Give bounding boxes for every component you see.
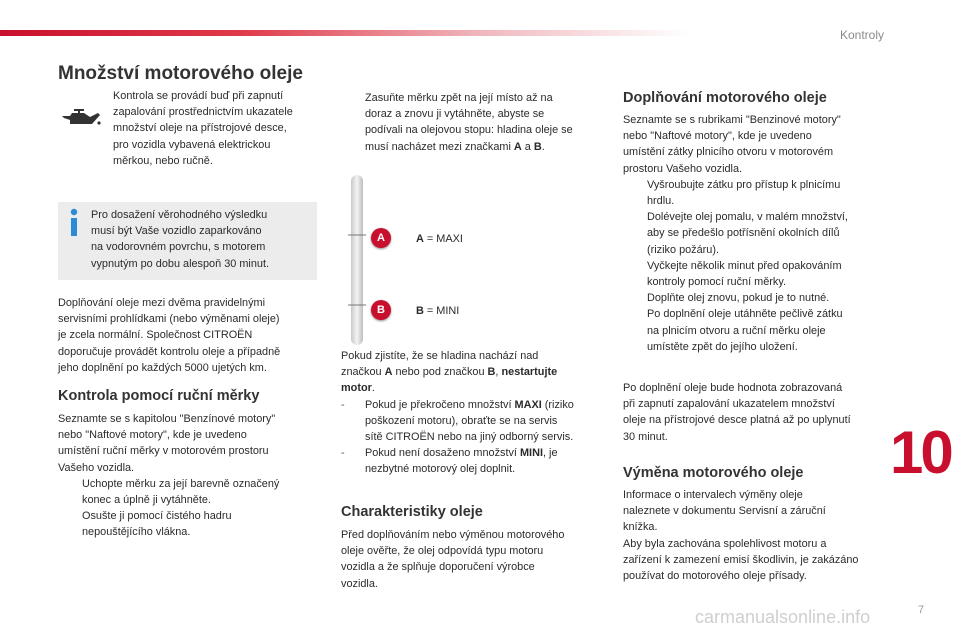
watermark[interactable]: carmanualsonline.info xyxy=(695,607,871,627)
page-number: 7 xyxy=(918,604,925,616)
intro-line: pro vozidla vybavená elektrickou xyxy=(113,138,271,151)
label-maxi: A = MAXI xyxy=(416,233,463,245)
intro-line: množství oleje na přístrojové desce, xyxy=(113,122,287,135)
bullet-icon xyxy=(341,90,365,155)
manual-line: umístění ruční měrky v motorovém prostoru xyxy=(58,445,269,458)
fill-heading: Doplňování motorového oleje xyxy=(623,90,827,106)
badge-a: A xyxy=(371,228,391,248)
after-fill-text: Po doplnění oleje bude hodnota zobrazovaná při zapnutí zapalování ukazatelem množství oleje na přístrojové desce platná až po uplynutí 30 minut. xyxy=(623,382,851,443)
info-line: na vodorovném povrchu, s motorem xyxy=(91,241,266,254)
section-title: Kontroly xyxy=(839,28,884,42)
header-bar xyxy=(0,30,690,36)
refill-paragraph xyxy=(58,295,323,376)
para-line: jeho doplnění po každých 5000 ujetých km. xyxy=(58,361,267,374)
bullet-icon xyxy=(623,177,647,209)
list-item: Uchopte měrku za její barevně označený konec a úplně ji vytáhněte. xyxy=(58,476,323,508)
list-item: Po doplnění oleje utáhněte pečlivě zátku na plnicím otvoru a ruční měrku oleje umístěte zpět do jejího uložení. xyxy=(623,306,885,355)
badge-b: B xyxy=(371,300,391,320)
level-check xyxy=(341,348,611,478)
bullet-icon xyxy=(58,476,82,508)
list-item: Zasuňte měrku zpět na její místo až na doraz a znovu ji vytáhněte, abyste se podívali na olejovou stopu: hladina oleje se musí nacházet mezi značkami A a B. xyxy=(341,90,603,155)
chapter-number: 10 xyxy=(890,419,951,486)
list-item: Vyčkejte několik minut před opakováním kontroly pomocí ruční měrky. xyxy=(623,258,885,290)
check-line: motor. xyxy=(341,382,375,395)
intro-line: měrkou, nebo ručně. xyxy=(113,154,213,167)
intro-line: Kontrola se provádí buď při zapnutí xyxy=(113,90,284,102)
info-line: Pro dosažení věrohodného výsledku xyxy=(91,209,268,221)
list-item: Osušte ji pomocí čistého hadru nepouštějícího vlákna. xyxy=(58,508,323,540)
characteristics-text: Před doplňováním nebo výměnou motorového oleje ověřte, že olej odpovídá typu motoru vozidla a že splňuje doporučení výrobce vozidla. xyxy=(341,529,565,590)
bullet-icon xyxy=(623,209,647,258)
intro-text xyxy=(113,88,323,169)
manual-line: Vašeho vozidla. xyxy=(58,461,135,474)
dipstick-step xyxy=(341,90,603,155)
intro-line: zapalování prostřednictvím ukazatele xyxy=(113,106,293,119)
info-line: vypnutým po dobu alespoň 30 minut. xyxy=(91,257,269,270)
info-text xyxy=(91,207,313,272)
page-title: Množství motorového oleje xyxy=(58,63,303,84)
manual-line: nebo "Naftové motory", kde je uvedeno xyxy=(58,429,247,442)
check-line: značkou A nebo pod značkou B, nestartujte xyxy=(341,366,558,379)
manual-line: Seznamte se s kapitolou "Benzínové motory" xyxy=(58,413,276,425)
list-item: Vyšroubujte zátku pro přístup k plnicímu hrdlu. xyxy=(623,177,885,209)
manual-section xyxy=(58,411,323,541)
para-line: doporučuje provádět kontrolu oleje a případně xyxy=(58,345,281,358)
manual-heading: Kontrola pomocí ruční měrky xyxy=(58,388,260,404)
bullet-icon xyxy=(623,306,647,355)
info-icon xyxy=(68,208,80,238)
list-item: - Pokud je překročeno množství MAXI (riziko poškození motoru), obraťte se na servis sítě CITROËN nebo na jiný odborný servis. xyxy=(341,398,574,444)
change-heading: Výměna motorového oleje xyxy=(623,465,804,481)
label-mini: B = MINI xyxy=(416,305,460,317)
fill-section: Seznamte se s rubrikami "Benzinové motory" nebo "Naftové motory", kde je uvedeno umístění zátky plnicího otvoru v motorovém prostoru Vašeho vozidla. Vyšroubujte zátku pro přístup k plnicímu hrdlu. Dolévejte olej pomalu, v malém množství, aby se předešlo potřísnění okolních dílů (riziko požáru). Vyčkejte několik minut před opakováním kontroly pomocí ruční měrky. Doplňte olej znovu, pokud je to nutné. Po doplnění oleje utáhněte pečlivě zátku na plnicím otvoru a ruční měrku oleje umístěte zpět do jejího uložení. xyxy=(623,112,885,355)
check-line: Pokud zjistíte, že se hladina nachází nad xyxy=(341,350,539,362)
list-item: Doplňte olej znovu, pokud je to nutné. xyxy=(623,290,885,306)
characteristics-heading: Charakteristiky oleje xyxy=(341,504,483,520)
para-line: je zcela normální. Společnost CITROËN xyxy=(58,329,253,342)
bullet-icon xyxy=(58,508,82,540)
list-item: - Pokud není dosaženo množství MINI, je nezbytné motorový olej doplnit. xyxy=(341,447,558,476)
info-line: musí být Vaše vozidlo zaparkováno xyxy=(91,225,262,238)
dipstick-illustration xyxy=(340,175,400,345)
para-line: Doplňování oleje mezi dvěma pravidelnými xyxy=(58,297,266,309)
change-text: Informace o intervalech výměny oleje naleznete v dokumentu Servisní a záruční knížka. Aby byla zachována spolehlivost motoru a zařízení k zamezení emisí škodlivin, je zakázáno používat do motorového oleje přísady. xyxy=(623,489,859,583)
bullet-icon xyxy=(623,290,647,306)
bullet-icon xyxy=(623,258,647,290)
oil-can-icon xyxy=(60,108,102,130)
para-line: servisními prohlídkami (nebo výměnami oleje) xyxy=(58,313,280,326)
list-item: Dolévejte olej pomalu, v malém množství, aby se předešlo potřísnění okolních dílů (riziko požáru). xyxy=(623,209,885,258)
